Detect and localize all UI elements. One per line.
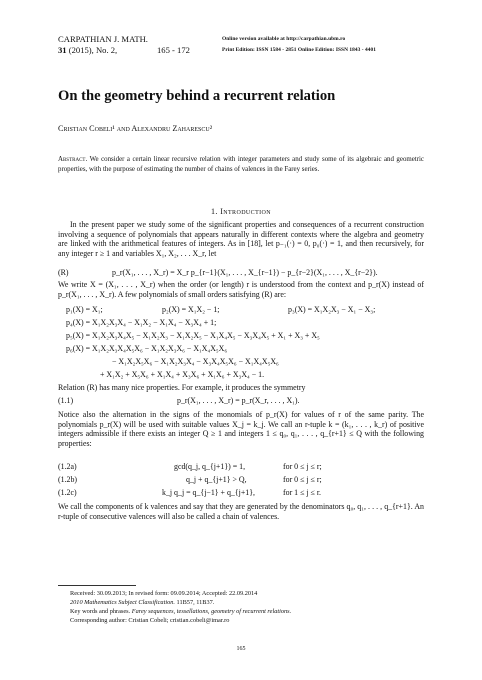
abstract-text: We consider a certain linear recursive relation with integer parameters and study some of its algebraic and geometric properties, with the purpose of estimating the number of chains of valences in the Farey series. bbox=[58, 156, 424, 173]
poly-p3: p₃(X) = X₁X₂X₃ − X₁ − X₃; bbox=[288, 305, 376, 314]
msc-label: 2010 Mathematics Subject Classification. bbox=[70, 599, 175, 606]
footnote-received: Received: 30.09.2013; In revised form: 09.09.2014; Accepted: 22.09.2014 bbox=[70, 590, 258, 597]
footnote-rule bbox=[58, 585, 136, 586]
keywords-label: Key words and phrases. bbox=[70, 608, 131, 615]
msc-codes: 11B57, 11B37. bbox=[174, 599, 215, 606]
volume-number: 31 bbox=[58, 45, 67, 55]
eq-symmetry: p_r(X₁, . . . , X_r) = p_r(X_r, . . . , X₁). bbox=[177, 396, 300, 405]
eq-label-1-2a: (1.2a) bbox=[58, 462, 77, 471]
keywords-list: Farey sequences, tessellations, geometry of recurrent relations. bbox=[130, 608, 292, 615]
paragraph-intro: In the present paper we study some of the significant properties and consequences of a recurrent construction involving a sequence of polynomials that appears naturally in different contexts where the algebra and geometry are linked with the arithmetical features of integers. As in [18], let p₋₁(·) = 0, p₀(·) = 1, and then recursively, for any integer r ≥ 1 and variables X₁, X₂, . . . X_r, let bbox=[58, 220, 424, 258]
paper-authors: Cristian Cobeli¹ and Alexandru Zaharescu² bbox=[58, 124, 213, 133]
paragraph-admissible: Notice also the alternation in the signs of the monomials of p_r(X) for values of r of the same parity. The polynomials p_r(X) will be used with suitable values X_j = k_j. We call an r-tuple k = (k₁, . . . , k_r) of positive integers admissible if there exists an integer Q ≥ 1 and integers 1 ≤ q₀, q₁, . . . , q_{r+1} ≤ Q with the following properties: bbox=[58, 410, 424, 448]
page-number: 165 bbox=[236, 646, 246, 652]
volume-issue: (2015), No. 2, bbox=[66, 45, 118, 55]
paper-title: On the geometry behind a recurrent relation bbox=[58, 88, 336, 104]
paragraph-valences: We call the components of k valences and say that they are generated by the denominators q₀, q₁, . . . , q_{r+1}. An r-tuple of consecutive valences will also be called a chain of valences. bbox=[58, 502, 424, 521]
poly-p1: p₁(X) = X₁; bbox=[66, 305, 103, 314]
cond-gcd: gcd(q_j, q_{j+1}) = 1, bbox=[174, 462, 246, 471]
eq-label-1-1: (1.1) bbox=[58, 396, 74, 405]
journal-pages: 165 - 172 bbox=[157, 45, 190, 55]
cond-valence: k_j q_j = q_{j−1} + q_{j+1}, bbox=[162, 488, 256, 497]
eq-label-1-2b: (1.2b) bbox=[58, 475, 78, 484]
poly-p6-cont1: − X₁X₂X₅X₆ − X₁X₂X₃X₄ − X₃X₄X₅X₆ − X₁X₄X₅X₆ bbox=[112, 357, 279, 366]
journal-volume bbox=[58, 45, 117, 56]
cond-sum-range: for 0 ≤ j ≤ r; bbox=[283, 475, 322, 484]
journal-name: CARPATHIAN J. MATH. bbox=[58, 34, 148, 44]
issn-line: Print Edition: ISSN 1584 - 2851 Online Edition: ISSN 1843 - 4401 bbox=[222, 47, 377, 53]
abstract bbox=[58, 155, 424, 174]
footnote-msc bbox=[70, 599, 214, 607]
cond-gcd-range: for 0 ≤ j ≤ r; bbox=[283, 462, 322, 471]
abstract-label: Abstract. bbox=[58, 156, 88, 163]
footnote-keywords bbox=[70, 608, 291, 616]
poly-p2: p₂(X) = X₁X₂ − 1; bbox=[162, 305, 220, 314]
poly-p6: p₆(X) = X₁X₂X₃X₄X₅X₆ − X₁X₂X₃X₆ − X₁X₄X₅X₆ bbox=[66, 344, 228, 353]
eq-recurrence: p_r(X₁, . . . , X_r) = X_r p_{r−1}(X₁, . . . , X_{r−1}) − p_{r−2}(X₁, . . . , X_{r−2}). bbox=[112, 268, 378, 277]
poly-p6-cont2: + X₁X₂ + X₅X₆ + X₁X₄ + X₃X₆ + X₁X₆ + X₃X₄ − 1. bbox=[100, 370, 265, 379]
section-heading: 1. Introduction bbox=[211, 207, 271, 216]
paragraph-notation: We write X = (X₁, . . . , X_r) when the order (or length) r is understood from the context and p_r(X) instead of p_r(X₁, . . . , X_r). A few polynomials of small orders satisfying (R) are: bbox=[58, 280, 424, 299]
eq-label-r: (R) bbox=[58, 268, 69, 277]
eq-label-1-2c: (1.2c) bbox=[58, 488, 77, 497]
paragraph-symmetry: Relation (R) has many nice properties. For example, it produces the symmetry bbox=[58, 383, 306, 392]
online-version: Online version available at http://carpathian.ubm.ro bbox=[222, 36, 346, 42]
cond-sum: q_j + q_{j+1} > Q, bbox=[186, 475, 247, 484]
cond-valence-range: for 1 ≤ j ≤ r. bbox=[283, 488, 322, 497]
poly-p4: p₄(X) = X₁X₂X₃X₄ − X₁X₂ − X₁X₄ − X₃X₄ + 1; bbox=[66, 318, 217, 327]
footnote-corresponding: Corresponding author: Cristian Cobeli; cristian.cobeli@imar.ro bbox=[70, 617, 230, 624]
poly-p5: p₅(X) = X₁X₂X₃X₄X₅ − X₁X₂X₃ − X₁X₂X₅ − X₁X₄X₅ − X₃X₄X₅ + X₁ + X₃ + X₅ bbox=[66, 331, 320, 340]
